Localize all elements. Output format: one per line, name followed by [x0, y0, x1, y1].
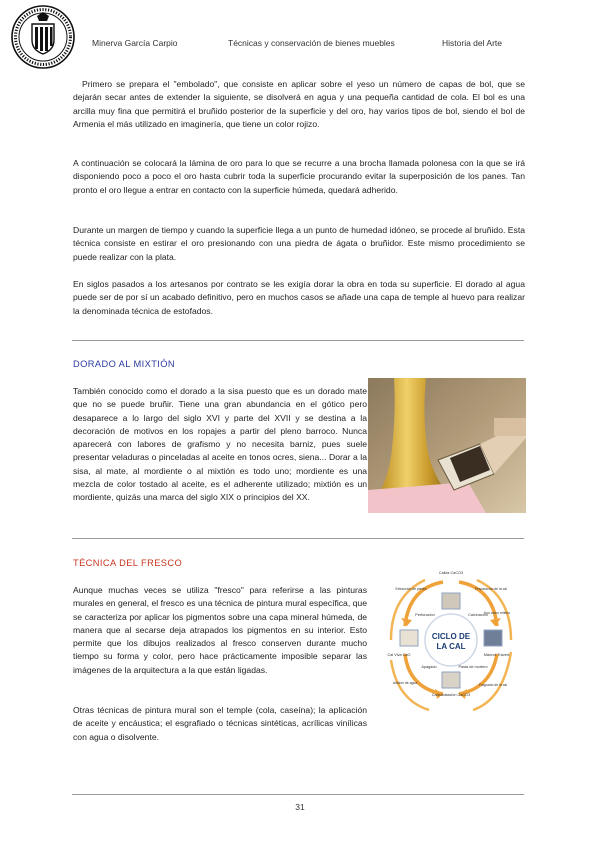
university-seal-logo — [10, 4, 76, 70]
intro-paragraph-4: En siglos pasados a los artesanos por contrato se les exigía dorar la obra en toda su superficie. El dorado al agua puede ser de por sí un acabado definitivo, pero en muchos casos se añade una capa de temple al huevo para realizar la denominada técnica de estofados. — [73, 279, 525, 316]
header-subject: Historia del Arte — [442, 38, 502, 48]
label-upper-left: Perforación — [415, 613, 435, 617]
intro-paragraph-2: A continuación se colocará la lámina de oro para lo que se recurre a una brocha llamada polonesa con la que se irá disponiendo poco a poco el oro hasta cubrir toda la superficie procurando evitar la superposición de los panes. Tan pronto el oro llegue a entrar en contacto con la superficie húmeda, quedará adherido. — [73, 158, 525, 195]
gilding-brush-photo — [368, 378, 526, 513]
page-number: 31 — [295, 802, 305, 812]
label-lower-right: Pasta de mortero — [458, 665, 488, 669]
cycle-title-line2: LA CAL — [436, 642, 466, 651]
fresco-paragraph-1: Aunque muchas veces se utiliza "fresco" para referirse a las pinturas murales en general, el fresco es una técnica de pintura mural específica, que se caracteriza por aplicar los pigmentos sobre una capa mineral húmeda, de manera que al secarse deja atrapados los pigmentos en su interior. Esto permite que los dibujos realizados al fresco conserven durante mucho tiempo su forma y color, pero hace prácticamente imposible separar las imágenes de la arquitectura a la que están ligadas. — [73, 585, 367, 675]
node-top-label: Caliza CaCO3 — [438, 571, 464, 575]
section-divider — [72, 538, 524, 539]
label-lower-left: Apagado — [421, 665, 437, 669]
outer-label-top-right: Preparación de la cal — [475, 587, 507, 591]
lime-cycle-diagram — [385, 560, 515, 720]
node-right-label: Mármol Travert. — [483, 653, 511, 657]
section-heading-mixtion: DORADO AL MIXTIÓN — [73, 359, 176, 369]
label-upper-right: Calcinación — [468, 613, 488, 617]
node-bottom-label: Carbonatación CaCO3 — [431, 693, 471, 697]
fresco-paragraph-2: Otras técnicas de pintura mural son el temple (cola, caseína); la aplicación de aceite y encáustica; el esgrafiado o técnicas sintéticas, acrílicas vinílicas con agua o disolvente. — [73, 705, 367, 742]
intro-paragraph-1: Primero se prepara el "embolado", que consiste en aplicar sobre el yeso un número de capas de bol, que se dejarán secar antes de extender la siguiente, se disolverá en agua y una pequeña cantidad de cola. El bol es una arcilla muy fina que permitirá el bruñido posterior de la superficie y del oro, hay varios tipos de bol, siendo el bol de Armenia el más utilizado en imaginería, que tiene un color rojizo. — [73, 79, 525, 129]
section-heading-fresco: TÉCNICA DEL FRESCO — [73, 558, 183, 568]
section-divider — [72, 340, 524, 341]
footer-divider — [72, 794, 524, 795]
node-left-label: Cal Viva CaO — [387, 653, 411, 657]
cycle-title-line1: CICLO DE — [431, 632, 471, 641]
header-course: Técnicas y conservación de bienes muebles — [228, 38, 395, 48]
outer-label-bottom-right: Fraguado de la cal — [478, 683, 508, 687]
mixtion-paragraph: También conocido como el dorado a la sisa puesto que es un dorado mate que no se puede bruñir. Tiene una gran abundancia en el gótico pero desaparece a lo largo del siglo XVI y parte del XVII y se destina a la decoración de motivos en los ropajes a partir del pleno barroco. Nunca aparecerá con labores de grafismo y no necesita barniz, pues suele presentar veladuras o pinceladas al aceite en tonos ocres, siena... Dorar a la sisa, al mate, al mordiente o al mixtión es todo uno; mordiente es una mezcla de color tostado al aceite, es el adherente utilizado; mixtión es un mordiente, quizás una marca del siglo XIX o principios del XX. — [73, 386, 367, 503]
outer-label-top-left: Extracción de piedra — [395, 587, 427, 591]
intro-paragraph-3: Durante un margen de tiempo y cuando la superficie llega a un punto de humedad idóneo, se procede al bruñido. Esta técnica consiste en estirar el oro presionando con una piedra de ágata o bruñidor. Este mismo procedimiento se puede realizar con la plata. — [73, 225, 525, 262]
outer-label-bottom-left: Adición de agua — [392, 681, 418, 685]
header-author: Minerva García Carpio — [92, 38, 178, 48]
outer-label-right: Uso como relleno — [483, 611, 511, 615]
